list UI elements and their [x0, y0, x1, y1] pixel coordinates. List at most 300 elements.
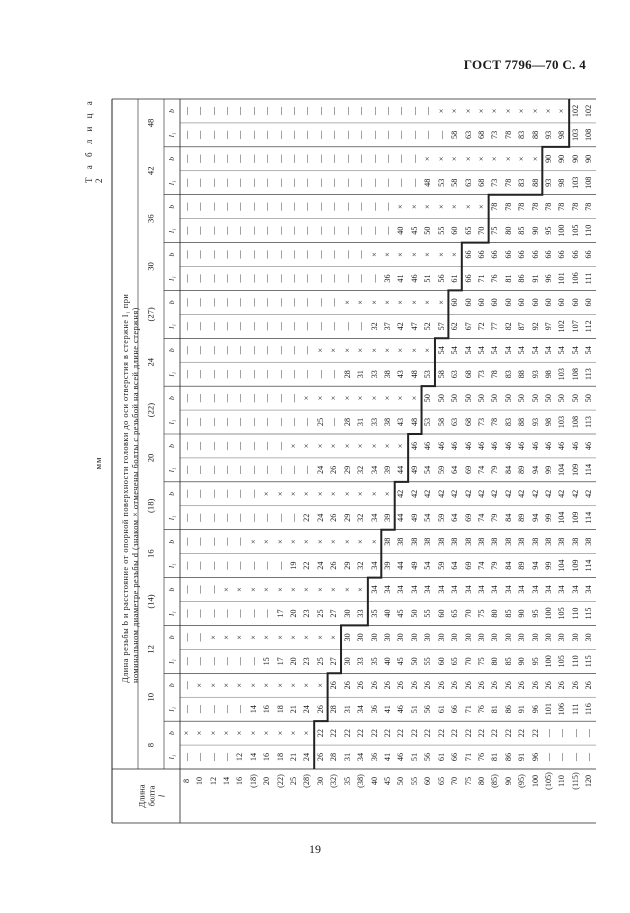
length-cell: 70 [449, 776, 459, 786]
table-cell: × [208, 730, 218, 736]
table-cell: 34 [570, 585, 580, 594]
length-cell: 30 [315, 776, 325, 786]
table-cell: 99 [543, 465, 553, 474]
table-cell: 45 [409, 226, 419, 235]
table-cell: 70 [476, 226, 486, 235]
table-cell: — [288, 178, 298, 187]
table-cell: × [436, 204, 446, 209]
subheader-b: b [167, 635, 177, 640]
subheader-l1: l₁ [167, 658, 177, 664]
table-cell: — [208, 154, 218, 163]
table-cell: — [262, 465, 272, 474]
table-cell: — [221, 657, 231, 666]
table-cell: 40 [382, 657, 392, 666]
table-cell: 84 [503, 561, 513, 570]
table-cell: 22 [302, 513, 312, 522]
table-cell: 73 [490, 130, 500, 139]
table-cell: 95 [530, 657, 540, 666]
table-cell: × [409, 204, 419, 209]
table-cell: 60 [584, 298, 594, 307]
table-cell: 38 [449, 537, 459, 546]
table-cell: × [409, 395, 419, 401]
table-cell: × [356, 300, 366, 305]
subheader-l1: l₁ [167, 419, 177, 425]
table-cell: — [208, 561, 218, 570]
table-cell: 22 [463, 729, 473, 738]
table-cell: — [356, 322, 366, 331]
table-cell: — [195, 226, 205, 235]
table-cell: 83 [503, 417, 513, 427]
table-cell: × [503, 156, 513, 162]
table-cell: 66 [476, 250, 486, 259]
table-cell: × [342, 347, 352, 353]
table-cell: — [235, 202, 245, 211]
table-cell: — [570, 752, 580, 762]
table-cell: 22 [530, 729, 540, 738]
subheader-b: b [167, 109, 177, 113]
table-cell: 76 [476, 705, 486, 714]
table-cell: × [275, 539, 285, 544]
table-cell: 26 [436, 681, 446, 690]
table-cell: 55 [436, 226, 446, 235]
table-cell: × [463, 204, 473, 209]
table-cell: — [262, 274, 272, 283]
table-cell: — [195, 752, 205, 762]
table-cell: × [248, 539, 258, 544]
table-cell: 68 [463, 370, 473, 379]
table-cell: — [181, 250, 191, 259]
table-cell: — [248, 250, 258, 259]
gost-header: ГОСТ 7796—70 С. 4 [463, 57, 586, 72]
table-cell: 90 [517, 609, 527, 618]
table-cell: × [248, 635, 258, 640]
table-cell: — [356, 250, 366, 259]
table-cell: × [356, 395, 366, 401]
table-cell: 43 [396, 417, 406, 427]
table-cell: 66 [463, 274, 473, 283]
table-cell: × [476, 108, 486, 114]
table-cell: 46 [409, 441, 419, 451]
table-cell: 22 [490, 729, 500, 738]
table-cell: — [262, 609, 272, 618]
table-cell: 42 [463, 489, 473, 498]
table-cell: — [543, 729, 553, 738]
table-cell: 38 [423, 537, 433, 546]
table-cell: — [181, 370, 191, 379]
table-cell: 81 [490, 752, 500, 762]
table-cell: 42 [557, 489, 567, 498]
table-cell: — [181, 465, 191, 474]
table-cell: 22 [476, 729, 486, 738]
table-cell: — [208, 130, 218, 139]
table-cell: — [235, 394, 245, 403]
subheader-l1: l₁ [167, 371, 177, 377]
table-cell: × [315, 539, 325, 544]
table-cell: 63 [463, 130, 473, 139]
table-cell: 54 [476, 346, 486, 355]
table-cell: × [449, 108, 459, 114]
table-cell: 35 [369, 609, 379, 618]
table-cell: 54 [463, 346, 473, 355]
table-cell: — [181, 537, 191, 546]
table-cell: 40 [396, 226, 406, 235]
table-cell: × [235, 635, 245, 640]
table-cell: 54 [543, 346, 553, 355]
table-cell: 44 [396, 561, 406, 570]
table-cell: — [248, 106, 258, 116]
table-cell: 98 [543, 370, 553, 379]
table-cell: 24 [315, 465, 325, 474]
table-cell: — [235, 657, 245, 666]
table-cell: 60 [449, 226, 459, 235]
table-cell: 22 [503, 729, 513, 738]
table-cell: — [382, 178, 392, 187]
table-cell: 96 [530, 752, 540, 762]
length-cell: 45 [382, 776, 392, 786]
length-cell: 40 [369, 776, 379, 786]
table-cell: 65 [449, 657, 459, 666]
table-cell: 30 [530, 633, 540, 642]
table-cell: 53 [423, 417, 433, 427]
table-cell: 101 [557, 272, 567, 285]
table-cell: 33 [369, 370, 379, 379]
table-cell: 110 [570, 655, 580, 668]
table-cell: — [208, 226, 218, 235]
table-cell: 64 [449, 465, 459, 474]
table-cell: 71 [476, 274, 486, 283]
table-cell: 18 [275, 705, 285, 714]
table-cell: — [356, 106, 366, 116]
table-cell: 51 [409, 705, 419, 714]
table-cell: × [369, 443, 379, 449]
table-cell: 55 [423, 657, 433, 666]
table-cell: 85 [503, 609, 513, 618]
table-cell: — [288, 106, 298, 116]
table-cell: × [369, 347, 379, 353]
table-cell: — [195, 106, 205, 116]
table-cell: 45 [396, 657, 406, 666]
table-cell: — [288, 346, 298, 355]
table-cell: — [329, 178, 339, 187]
table-cell: 38 [396, 537, 406, 546]
table-cell: — [288, 417, 298, 427]
table-cell: 54 [557, 346, 567, 355]
table-cell: 73 [476, 417, 486, 427]
table-cell: 30 [369, 633, 379, 642]
table-cell: 60 [436, 609, 446, 618]
table-cell: 88 [517, 370, 527, 379]
table-cell: — [195, 298, 205, 307]
table-cell: × [342, 539, 352, 544]
table-cell: 60 [570, 298, 580, 307]
table-cell: 94 [530, 465, 540, 474]
table-cell: × [369, 395, 379, 401]
table-cell: 22 [517, 729, 527, 738]
length-cell: 25 [288, 776, 298, 786]
table-cell: — [208, 465, 218, 474]
table-cell: — [275, 441, 285, 451]
table-cell: — [329, 106, 339, 116]
table-cell: × [369, 539, 379, 544]
table-cell: × [262, 682, 272, 688]
table-cell: 35 [369, 657, 379, 666]
table-cell: — [315, 178, 325, 187]
diameter-header: 12 [145, 645, 156, 654]
table-cell: 78 [490, 370, 500, 379]
table-cell: 56 [436, 274, 446, 283]
table-cell: 108 [570, 415, 580, 429]
table-cell: 113 [584, 368, 594, 381]
table-cell: — [302, 298, 312, 307]
table-cell: — [195, 154, 205, 163]
table-cell: — [221, 226, 231, 235]
table-cell: 32 [356, 513, 366, 522]
table-cell: — [329, 154, 339, 163]
table-cell: — [262, 561, 272, 570]
table-cell: — [396, 178, 406, 187]
table-cell: 60 [557, 298, 567, 307]
table-cell: 64 [449, 513, 459, 522]
table-cell: 24 [315, 561, 325, 570]
table-cell: — [557, 752, 567, 762]
table-cell: — [329, 298, 339, 307]
table-cell: 50 [517, 394, 527, 403]
table-cell: × [329, 347, 339, 353]
table-cell: × [382, 300, 392, 305]
table-cell: — [315, 250, 325, 259]
table-cell: 34 [449, 585, 459, 594]
table-cell: × [208, 682, 218, 688]
table-cell: 38 [382, 370, 392, 379]
length-cell: (95) [517, 774, 527, 788]
table-cell: — [208, 585, 218, 594]
table-cell: × [329, 539, 339, 544]
table-cell: 26 [517, 681, 527, 690]
table-cell: 50 [503, 394, 513, 403]
table-cell: × [302, 730, 312, 736]
table-cell: × [315, 443, 325, 449]
table-cell: 60 [449, 298, 459, 307]
table-cell: — [208, 250, 218, 259]
table-cell: 86 [503, 752, 513, 762]
table-cell: × [288, 539, 298, 544]
table-cell: 66 [449, 705, 459, 714]
table-cell: — [221, 441, 231, 451]
table-cell: × [396, 347, 406, 353]
table-cell: 73 [476, 370, 486, 379]
table-cell: — [262, 513, 272, 522]
table-cell: 26 [543, 681, 553, 690]
table-cell: — [382, 106, 392, 116]
table-cell: 78 [503, 130, 513, 139]
table-cell: — [235, 250, 245, 259]
table-cell: × [221, 587, 231, 592]
table-cell: — [195, 657, 205, 666]
table-cell: — [248, 657, 258, 666]
table-cell: — [584, 729, 594, 738]
table-cell: × [288, 682, 298, 688]
table-cell: 100 [557, 224, 567, 237]
table-cell: 22 [315, 729, 325, 738]
table-cell: — [262, 106, 272, 116]
table-cell: 26 [490, 681, 500, 690]
length-cell: (38) [356, 774, 366, 788]
table-cell: — [221, 298, 231, 307]
table-cell: × [329, 395, 339, 401]
table-cell: 54 [517, 346, 527, 355]
diameter-header: (18) [145, 498, 156, 513]
table-cell: × [302, 587, 312, 592]
table-cell: 27 [329, 657, 339, 666]
table-cell: — [235, 465, 245, 474]
table-cell: 26 [329, 465, 339, 474]
table-cell: — [262, 346, 272, 355]
table-cell: 46 [530, 441, 540, 451]
table-cell: 24 [315, 513, 325, 522]
table-cell: — [262, 178, 272, 187]
table-cell: — [315, 298, 325, 307]
table-cell: × [288, 635, 298, 640]
table-cell: 33 [369, 417, 379, 427]
table-cell: 58 [449, 130, 459, 139]
length-cell: (85) [490, 774, 500, 788]
table-cell: 49 [409, 513, 419, 522]
table-cell: 90 [584, 154, 594, 163]
table-cell: × [517, 108, 527, 114]
table-cell: — [235, 298, 245, 307]
table-cell: — [208, 609, 218, 618]
table-cell: × [302, 491, 312, 497]
table-cell: 109 [570, 559, 580, 572]
table-cell: 30 [463, 633, 473, 642]
table-cell: × [423, 156, 433, 162]
table-cell: 70 [463, 657, 473, 666]
table-cell: 25 [315, 657, 325, 666]
table-cell: 46 [503, 441, 513, 451]
table-cell: — [195, 465, 205, 474]
diameter-header: 16 [145, 549, 156, 558]
subheader-l1: l₁ [167, 132, 177, 138]
table-cell: 37 [382, 322, 392, 331]
table-cell: 88 [530, 130, 540, 139]
table-cell: 66 [463, 250, 473, 259]
table-cell: — [221, 106, 231, 116]
table-cell: 78 [503, 178, 513, 187]
table-cell: 81 [490, 705, 500, 714]
table-cell: — [315, 202, 325, 211]
table-cell: × [369, 300, 379, 305]
table-cell: — [409, 106, 419, 116]
table-cell: 101 [543, 703, 553, 716]
table-cell: — [248, 513, 258, 522]
table-cell: 22 [342, 729, 352, 738]
table-cell: 50 [463, 394, 473, 403]
table-cell: 57 [436, 322, 446, 331]
table-cell: — [248, 226, 258, 235]
table-cell: — [288, 370, 298, 379]
table-cell: × [248, 730, 258, 736]
length-cell: (115) [570, 772, 580, 790]
caption-line-2: номинальном диаметре резьбы d (знаком × отмечены болты с резьбой на всей длине стержня) [131, 307, 140, 683]
table-cell: 99 [543, 561, 553, 570]
table-cell: 62 [449, 322, 459, 331]
table-cell: 41 [396, 274, 406, 283]
table-cell: 66 [557, 250, 567, 259]
table-cell: — [181, 106, 191, 116]
table-cell: — [329, 417, 339, 427]
table-cell: — [329, 130, 339, 139]
table-cell: × [543, 108, 553, 114]
table-cell: — [195, 561, 205, 570]
table-cell: × [342, 587, 352, 592]
table-cell: 46 [423, 441, 433, 451]
table-cell: — [275, 346, 285, 355]
table-cell: 66 [449, 752, 459, 762]
table-cell: × [396, 443, 406, 449]
table-cell: 95 [543, 226, 553, 235]
length-cell: 14 [221, 776, 231, 786]
table-cell: — [302, 250, 312, 259]
table-cell: 54 [436, 346, 446, 355]
diameter-header: 24 [145, 357, 156, 367]
table-cell: 100 [543, 655, 553, 668]
table-cell: 22 [329, 729, 339, 738]
table-cell: 42 [517, 489, 527, 498]
table-cell: 59 [436, 561, 446, 570]
table-cell: — [262, 226, 272, 235]
table-cell: — [382, 202, 392, 211]
table-cell: 91 [517, 752, 527, 762]
table-cell: 78 [570, 202, 580, 211]
length-cell: (28) [302, 774, 312, 788]
table-cell: — [570, 729, 580, 738]
table-cell: — [195, 633, 205, 642]
table-cell: × [382, 395, 392, 401]
table-cell: 26 [449, 681, 459, 690]
table-cell: 58 [449, 178, 459, 187]
table-cell: 61 [449, 274, 459, 283]
table-cell: 75 [476, 657, 486, 666]
table-cell: 74 [476, 513, 486, 522]
subheader-b: b [167, 396, 177, 401]
table-cell: 66 [490, 250, 500, 259]
table-cell: 50 [423, 394, 433, 403]
table-cell: × [315, 347, 325, 353]
table-cell: 89 [517, 513, 527, 522]
table-cell: — [329, 370, 339, 379]
table-cell: 66 [543, 250, 553, 259]
table-cell: — [221, 322, 231, 331]
table-cell: 45 [396, 609, 406, 618]
table-cell: — [195, 705, 205, 714]
table-cell: × [490, 108, 500, 114]
table-cell: — [329, 274, 339, 283]
table-cell: 30 [584, 633, 594, 642]
table-cell: 73 [490, 178, 500, 187]
table-cell: 92 [530, 322, 540, 331]
table-cell: — [248, 346, 258, 355]
table-cell: × [329, 635, 339, 640]
table-cell: — [195, 130, 205, 139]
table-cell: 26 [409, 681, 419, 690]
table-cell: — [235, 106, 245, 116]
table-cell: — [369, 154, 379, 163]
table-cell: — [181, 346, 191, 355]
table-cell: 49 [409, 465, 419, 474]
table-cell: 105 [570, 224, 580, 237]
table-cell: — [181, 130, 191, 139]
table-cell: 56 [423, 705, 433, 714]
